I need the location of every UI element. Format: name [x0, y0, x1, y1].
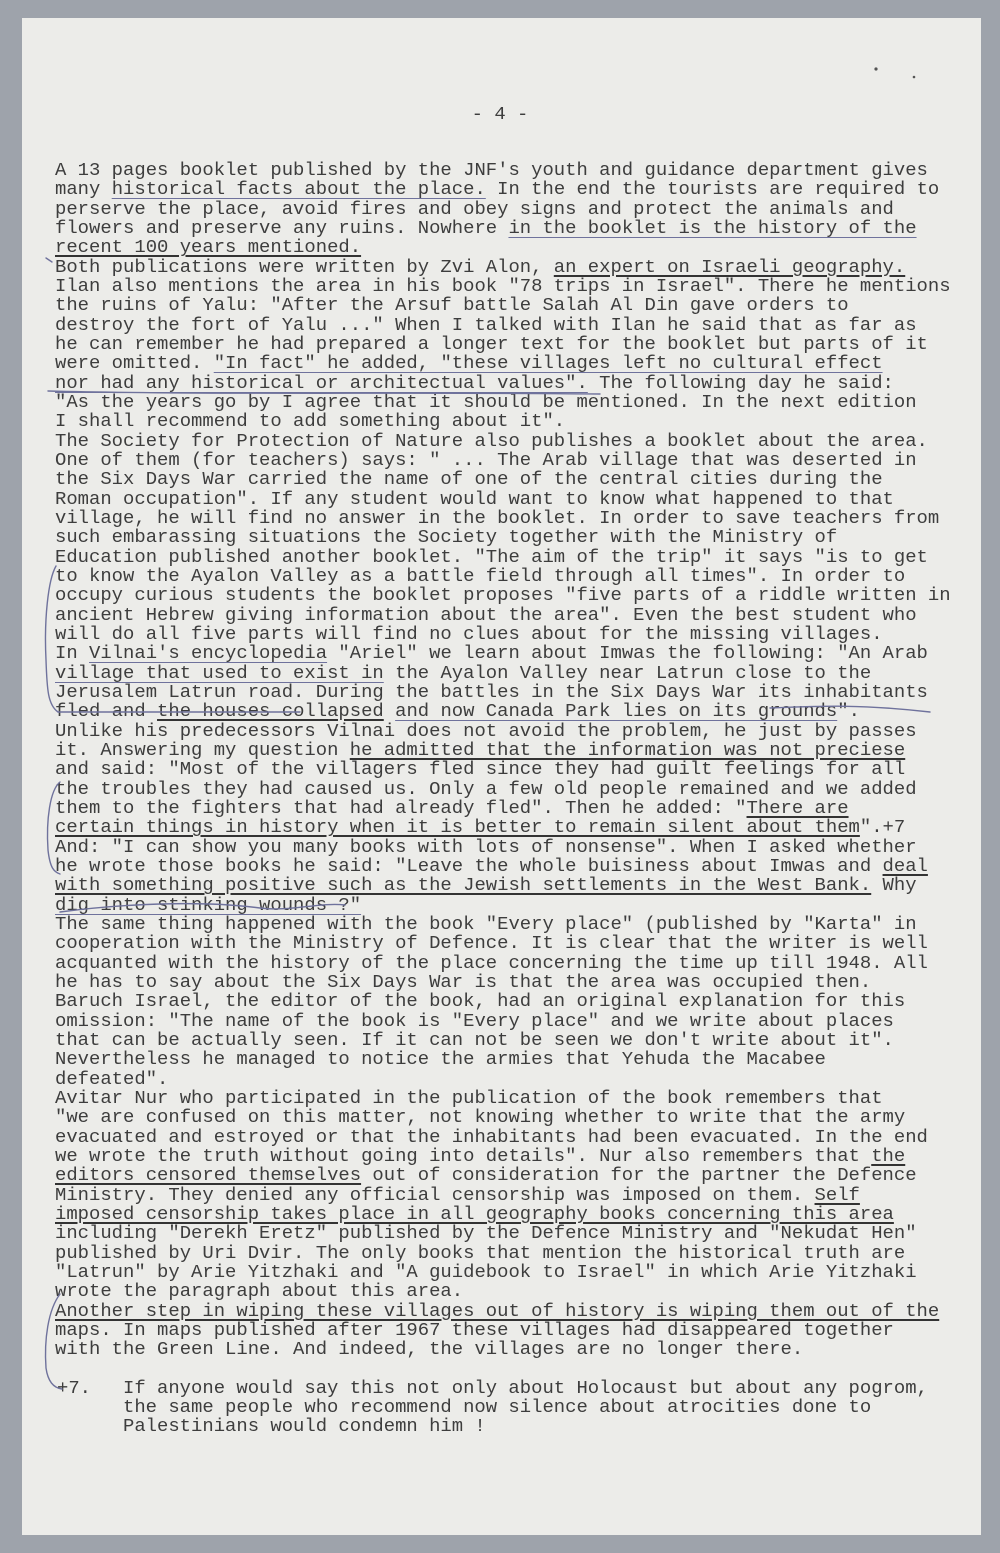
- text-segment: them to the fighters that had already fled". Then he added: ": [55, 796, 747, 819]
- text-segment: "Ariel" we learn about Imwas the following: "An Arab: [327, 642, 928, 665]
- text-segment: the ruins of Yalu: "After the Arsuf battle Salah Al Din gave orders to: [55, 294, 849, 317]
- footnote-line: If anyone would say this not only about Holocaust but about any pogrom,: [123, 1377, 928, 1399]
- text-line: [55, 1127, 928, 1147]
- text-segment: Nevertheless he managed to notice the armies that Yehuda the Macabee: [55, 1048, 826, 1071]
- text-segment: Baruch Israel, the editor of the book, had an original explanation for this: [55, 990, 906, 1013]
- footnote-line: Palestinians would condemn him !: [123, 1415, 486, 1437]
- typed-underline-text: certain things in history when it is better to remain silent about them: [55, 816, 860, 839]
- text-line: [55, 276, 951, 296]
- text-segment: the Six Days War carried the name of one of the central cities during the: [55, 468, 883, 491]
- text-line: [55, 489, 894, 509]
- text-segment: it. Answering my question: [55, 738, 350, 761]
- pen-underlined-text: village that used to exist in: [55, 661, 384, 684]
- text-segment: I shall recommend to add something about it".: [55, 410, 566, 433]
- text-line: [55, 1204, 894, 1224]
- text-segment: ancient Hebrew giving information about the area". Even the best student who: [55, 603, 917, 626]
- text-line: [55, 431, 928, 451]
- text-line: [55, 991, 905, 1011]
- text-line: [55, 779, 917, 799]
- text-line: [55, 875, 917, 895]
- text-line: [55, 353, 883, 373]
- typed-underline-text: with something positive such as the Jewish settlements in the West Bank.: [55, 874, 872, 897]
- text-line: [55, 740, 905, 760]
- text-segment: omission: "The name of the book is "Every place" and we write about places: [55, 1009, 894, 1032]
- footnote-line: the same people who recommend now silence about atrocities done to: [123, 1396, 872, 1418]
- text-line: [55, 218, 917, 238]
- pen-underlined-text: Vilnai's encyclopedia: [89, 642, 328, 665]
- typed-underline-text: editors censored themselves: [55, 1164, 362, 1187]
- pen-underlined-text: historical facts about the place.: [111, 178, 486, 201]
- text-segment: occupy curious students the booklet proposes "five parts of a riddle written in: [55, 584, 951, 607]
- text-segment: "we are confused on this matter, not knowing whether to write that the army: [55, 1106, 906, 1129]
- text-segment: defeated".: [55, 1067, 169, 1090]
- text-line: [55, 1146, 905, 1166]
- text-segment: such embarassing situations the Society together with the Ministry of: [55, 526, 838, 549]
- pen-underlined-text: "In fact" he added, "these villages left no cultural effect: [213, 352, 883, 375]
- typed-underline-text: the: [871, 1144, 906, 1167]
- text-line: [55, 721, 917, 741]
- text-segment: The following day he said:: [587, 371, 894, 394]
- text-segment: with the Green Line. And indeed, the villages are no longer there.: [55, 1338, 804, 1361]
- text-segment: Ilan also mentions the area in his book "78 trips in Israel". There he mentions: [55, 275, 951, 297]
- text-segment: One of them (for teachers) says: " ... The Arab village that was deserted in: [55, 448, 917, 471]
- text-segment: And: "I can show you many books with lots of nonsense". When I asked whether: [55, 835, 917, 858]
- text-line: [55, 1185, 860, 1205]
- text-line: [55, 257, 905, 277]
- text-line: [55, 469, 883, 489]
- text-line: [55, 914, 917, 934]
- text-line: [55, 237, 361, 257]
- text-segment: In: [55, 642, 90, 665]
- text-line: [55, 1223, 917, 1243]
- text-line: [55, 933, 928, 953]
- text-line: [55, 643, 928, 663]
- text-line: [55, 295, 849, 315]
- typed-underline-text: Self: [814, 1183, 860, 1206]
- text-line: [55, 1339, 803, 1359]
- text-line: [55, 1281, 463, 1301]
- text-segment: to know the Ayalon Valley as a battle field through all times". In order to: [55, 564, 906, 587]
- text-segment: fled and: [55, 700, 158, 723]
- text-segment: he can remember he had prepared a longer text for the booklet but parts of it: [55, 333, 928, 355]
- text-segment: maps. In maps published after 1967 these villages had disappeared together: [55, 1318, 894, 1341]
- text-segment: including "Derekh Eretz" published by the Defence Ministry and "Nekudat Hen": [55, 1222, 917, 1245]
- text-segment: we wrote the truth without going into details". Nur also remembers that: [55, 1144, 872, 1167]
- text-line: [55, 585, 951, 605]
- text-line: [55, 1301, 939, 1321]
- text-segment: the Ayalon Valley near Latrun close to the: [383, 661, 872, 684]
- text-segment: village, he will find no answer in the booklet. In order to save teachers from: [55, 506, 940, 529]
- text-line: [55, 837, 917, 857]
- pen-underlined-text: dig into stinking wounds ?": [55, 893, 362, 916]
- text-line: [55, 315, 917, 335]
- text-line: [55, 1243, 905, 1263]
- text-segment: flowers and preserve any ruins. Nowhere: [55, 217, 509, 239]
- text-segment: Both publications were written by Zvi Alon,: [55, 255, 554, 278]
- text-line: [55, 624, 883, 644]
- text-line: [55, 895, 361, 915]
- text-line: [55, 798, 849, 818]
- text-segment: Ministry. They denied any official censorship was imposed on them.: [55, 1183, 815, 1206]
- text-segment: The Society for Protection of Nature also publishes a booklet about the area.: [55, 429, 928, 452]
- typed-underline-text: deal: [882, 854, 928, 877]
- text-line: [55, 817, 905, 837]
- text-segment: and said: "Most of the villagers fled since they had guilt feelings for all: [55, 758, 906, 781]
- text-line: [55, 1069, 168, 1089]
- text-segment: wrote the paragraph about this area.: [55, 1280, 464, 1303]
- text-segment: will do all five parts will find no clues about for the missing villages.: [55, 622, 883, 645]
- text-line: [55, 701, 860, 721]
- text-line: [55, 682, 928, 702]
- text-line: [55, 1030, 894, 1050]
- text-segment: Jerusalem Latrun road. During the battles in the Six Days War its inhabitants: [55, 680, 928, 703]
- page-number: - 4 -: [471, 103, 529, 125]
- text-line: [55, 160, 928, 180]
- text-segment: In the end the tourists are required to: [485, 178, 940, 201]
- text-line: [55, 334, 928, 354]
- text-segment: out of consideration for the partner the Defence: [361, 1164, 917, 1187]
- text-segment: he wrote those books he said: "Leave the whole buisiness about Imwas and: [55, 854, 883, 877]
- text-segment: published by Uri Dvir. The only books that mention the historical truth are: [55, 1241, 906, 1264]
- text-line: [55, 972, 871, 992]
- text-line: [55, 179, 939, 199]
- text-segment: Unlike his predecessors Vilnai does not avoid the problem, he just by passes: [55, 719, 917, 742]
- typed-underline-text: Another step in wiping these villages out of history is wiping them out of the: [55, 1299, 940, 1322]
- text-segment: the troubles they had caused us. Only a few old people remained and we added: [55, 777, 917, 800]
- text-segment: that can be actually seen. If it can not be seen we don't write about it".: [55, 1028, 894, 1051]
- pen-underlined-text: nor had any historical or architectual values".: [55, 371, 588, 394]
- text-segment: Avitar Nur who participated in the publication of the book remembers that: [55, 1086, 883, 1109]
- text-segment: were omitted.: [55, 352, 214, 375]
- text-segment: The same thing happened with the book "Every place" (published by "Karta" in: [55, 912, 917, 935]
- text-segment: ".: [837, 700, 860, 723]
- text-line: [55, 1320, 894, 1340]
- text-line: [55, 1107, 905, 1127]
- text-segment: A 13 pages booklet published by the JNF's youth and guidance department gives: [55, 159, 928, 181]
- typed-underline-text: imposed censorship takes place in all geography books concerning this area: [55, 1202, 894, 1225]
- text-segment: "Latrun" by Arie Yitzhaki and "A guidebook to Israel" in which Arie Yitzhaki: [55, 1260, 917, 1283]
- text-segment: Roman occupation". If any student would want to know what happened to that: [55, 487, 894, 510]
- text-line: [55, 392, 917, 412]
- text-segment: acquanted with the history of the place concerning the time up till 1948. All: [55, 951, 928, 974]
- typed-underline-text: he admitted that the information was not preciese: [349, 738, 906, 761]
- text-line: [55, 605, 917, 625]
- text-line: [55, 1262, 917, 1282]
- text-segment: he has to say about the Six Days War is that the area was occupied then.: [55, 970, 872, 993]
- text-line: [55, 759, 905, 779]
- pen-underlined-text: in the booklet is the history of the: [508, 217, 917, 239]
- text-segment: "As the years go by I agree that it should be mentioned. In the next edition: [55, 391, 917, 413]
- typed-underline-text: recent 100 years mentioned.: [55, 236, 362, 259]
- text-segment: Education published another booklet. "The aim of the trip" it says "is to get: [55, 545, 928, 568]
- text-segment: perserve the place, avoid fires and obey signs and protect the animals and: [55, 197, 894, 220]
- typed-underline-text: an expert on Israeli geography.: [553, 255, 906, 278]
- text-line: [55, 450, 917, 470]
- text-segment: ".+7: [859, 816, 906, 839]
- text-line: [55, 199, 894, 219]
- text-segment: destroy the fort of Yalu ..." When I talked with Ilan he said that as far as: [55, 313, 917, 336]
- footnote-marker: +7.: [57, 1377, 92, 1399]
- text-line: [55, 566, 905, 586]
- pen-underlined-text: and now Canada Park lies on its grounds: [395, 700, 838, 723]
- text-segment: cooperation with the Ministry of Defence. It is clear that the writer is well: [55, 932, 928, 955]
- text-segment: Why: [871, 874, 917, 897]
- text-segment: evacuated and estroyed or that the inhabitants had been evacuated. In the end: [55, 1125, 928, 1148]
- text-line: [55, 547, 928, 567]
- text-line: [55, 663, 871, 683]
- typed-underline-text: There are: [746, 796, 849, 819]
- text-line: [55, 527, 837, 547]
- text-line: [55, 1011, 894, 1031]
- text-segment: many: [55, 178, 112, 201]
- text-line: [55, 411, 565, 431]
- text-line: [55, 373, 894, 393]
- text-line: [55, 856, 928, 876]
- text-line: [55, 508, 939, 528]
- typed-underline-text: the houses collapsed: [157, 700, 384, 723]
- text-line: [55, 1088, 883, 1108]
- text-line: [55, 1165, 917, 1185]
- text-line: [55, 953, 928, 973]
- text-line: [55, 1049, 826, 1069]
